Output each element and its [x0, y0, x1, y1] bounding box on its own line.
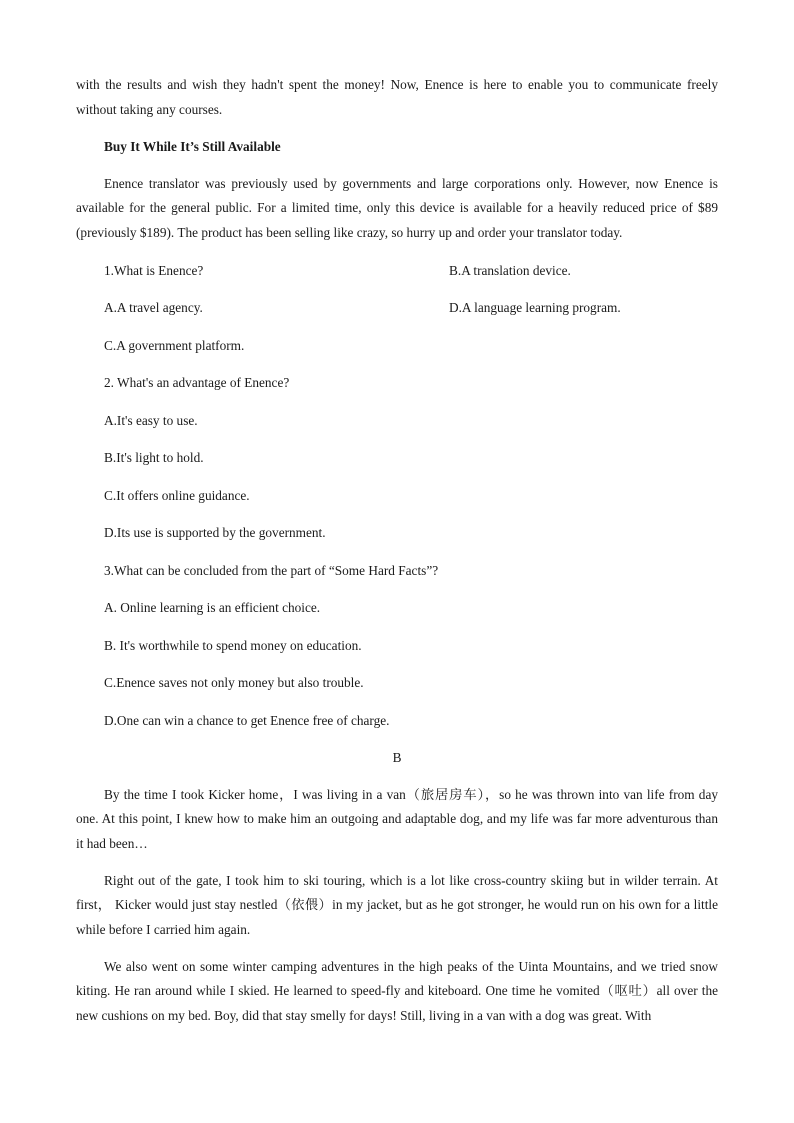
- question-1-option-c: C.A government platform.: [104, 337, 245, 353]
- question-3-option-b: B. It's worthwhile to spend money on education.: [104, 637, 362, 653]
- question-3-option-c: C.Enence saves not only money but also trouble.: [104, 675, 364, 690]
- question-2-option-c: C.It offers online guidance.: [104, 487, 250, 503]
- question-1-option-b: B.A translation device.: [449, 262, 571, 278]
- passage-b-paragraph-3: We also went on some winter camping adventures in the high peaks of the Uinta Mountains, and we tried snow kiting. He ran around while I skied. He learned to speed-fly and kiteboard. One time he vomited（呕吐）all over the new cushions on my bed. Boy, did that stay smelly for days! Still, living in a van with a dog was great. With: [76, 958, 718, 1023]
- section-label-b: B: [392, 750, 402, 765]
- question-2-option-b: B.It's light to hold.: [104, 450, 204, 465]
- question-1-row-2: [76, 296, 718, 320]
- question-2-option-d: D.Its use is supported by the government.: [104, 525, 326, 540]
- question-1-row: [76, 259, 718, 283]
- question-3-option-d: D.One can win a chance to get Enence free of charge.: [104, 712, 390, 728]
- question-1-option-a: A.A travel agency.: [104, 300, 203, 315]
- passage-b-paragraph-2: Right out of the gate, I took him to ski touring, which is a lot like cross-country skiing but in wilder terrain. At first， Kicker would just stay nestled（依偎）in my jacket, but as he got stronger, he would run on his own for a little while before I carried him again.: [76, 872, 718, 937]
- passage-a-continuation: with the results and wish they hadn't spent the money! Now, Enence is here to enable you to communicate freely without taking any courses.: [76, 77, 718, 117]
- passage-b-paragraph-1: By the time I took Kicker home，I was living in a van（旅居房车），so he was thrown into van life from day one. At this point, I knew how to make him an outgoing and adaptable dog, and my life was far more adventurous than it had been…: [76, 786, 718, 851]
- question-3-option-a: A. Online learning is an efficient choice.: [104, 600, 321, 615]
- question-3-stem: 3.What can be concluded from the part of “Some Hard Facts”?: [104, 562, 439, 578]
- section-heading-buy: Buy It While It’s Still Available: [104, 139, 281, 154]
- passage-a-paragraph-buy: Enence translator was previously used by governments and large corporations only. However, now Enence is available for the general public. For a limited time, only this device is available for a heavily reduced price of $89 (previously $189). The product has been selling like crazy, so hurry up and order your translator today.: [76, 175, 718, 240]
- question-1-option-d: D.A language learning program.: [449, 300, 621, 315]
- question-2-stem: 2. What's an advantage of Enence?: [104, 375, 290, 390]
- question-1-stem: 1.What is Enence?: [104, 262, 204, 278]
- question-2-option-a: A.It's easy to use.: [104, 412, 198, 428]
